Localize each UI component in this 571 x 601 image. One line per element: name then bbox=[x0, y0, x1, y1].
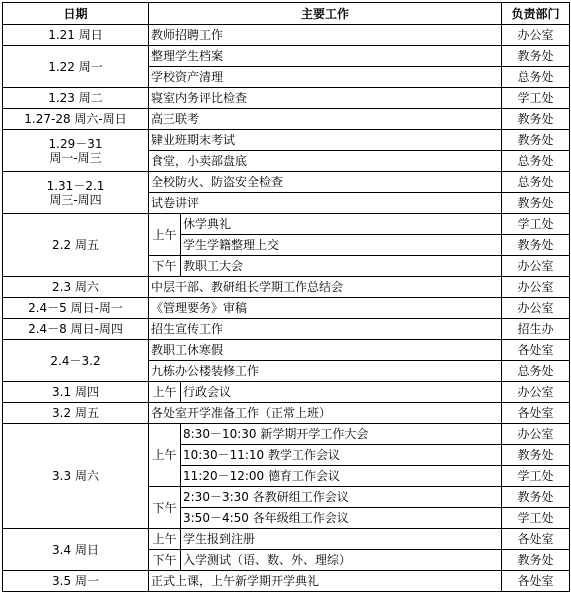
am-cell: 上午 bbox=[149, 424, 181, 487]
date-cell: 1.23 周二 bbox=[3, 88, 149, 109]
work-cell: 中层干部、教研组长学期工作总结会 bbox=[149, 277, 502, 298]
dept-cell: 教务处 bbox=[502, 109, 570, 130]
work-cell: 教师招聘工作 bbox=[149, 25, 502, 46]
work-cell: 休学典礼 bbox=[181, 214, 502, 235]
dept-cell: 学工处 bbox=[502, 508, 570, 529]
work-cell: 招生宣传工作 bbox=[149, 319, 502, 340]
table-row bbox=[3, 298, 570, 319]
table-row bbox=[3, 172, 570, 193]
dept-cell: 办公室 bbox=[502, 25, 570, 46]
work-cell: 各处室开学准备工作（正常上班） bbox=[149, 403, 502, 424]
work-cell: 10:30－11:10 教学工作会议 bbox=[181, 445, 502, 466]
date-cell: 2.4－8 周日-周四 bbox=[3, 319, 149, 340]
dept-cell: 教务处 bbox=[502, 487, 570, 508]
work-cell: 高三联考 bbox=[149, 109, 502, 130]
pm-cell: 下午 bbox=[149, 550, 181, 571]
work-cell: 肄业班期末考试 bbox=[149, 130, 502, 151]
table-row bbox=[3, 88, 570, 109]
dept-cell: 教务处 bbox=[502, 445, 570, 466]
work-cell: 学校资产清理 bbox=[149, 67, 502, 88]
work-cell: 11:20－12:00 德育工作会议 bbox=[181, 466, 502, 487]
dept-cell: 教务处 bbox=[502, 130, 570, 151]
work-cell: 《管理要务》审稿 bbox=[149, 298, 502, 319]
header-work: 主要工作 bbox=[149, 3, 502, 25]
date-cell: 2.4－3.2 bbox=[3, 340, 149, 382]
dept-cell: 学工处 bbox=[502, 88, 570, 109]
dept-cell: 办公室 bbox=[502, 382, 570, 403]
table-row bbox=[3, 382, 570, 403]
am-cell: 上午 bbox=[149, 382, 181, 403]
work-cell: 正式上课，上午新学期开学典礼 bbox=[149, 571, 502, 592]
date-cell bbox=[3, 130, 149, 172]
date-cell: 1.21 周日 bbox=[3, 25, 149, 46]
header-row bbox=[3, 3, 570, 25]
dept-cell: 总务处 bbox=[502, 172, 570, 193]
date-cell: 2.4－5 周日-周一 bbox=[3, 298, 149, 319]
dept-cell: 学工处 bbox=[502, 214, 570, 235]
table-row bbox=[3, 109, 570, 130]
header-date: 日期 bbox=[3, 3, 149, 25]
work-cell: 寝室内务评比检查 bbox=[149, 88, 502, 109]
work-cell: 九栋办公楼装修工作 bbox=[149, 361, 502, 382]
dept-cell: 各处室 bbox=[502, 340, 570, 361]
dept-cell: 学工处 bbox=[502, 466, 570, 487]
work-cell: 入学测试（语、数、外、理综） bbox=[181, 550, 502, 571]
schedule-table bbox=[2, 2, 570, 592]
table-row bbox=[3, 130, 570, 151]
table-row bbox=[3, 46, 570, 67]
table-row bbox=[3, 529, 570, 550]
work-cell: 学生报到注册 bbox=[181, 529, 502, 550]
date-cell: 3.3 周六 bbox=[3, 424, 149, 529]
dept-cell: 教务处 bbox=[502, 550, 570, 571]
date-line-1: 1.29－31 bbox=[48, 136, 103, 151]
dept-cell: 教务处 bbox=[502, 235, 570, 256]
table-row bbox=[3, 319, 570, 340]
header-dept: 负责部门 bbox=[502, 3, 570, 25]
work-cell: 3:50－4:50 各年级组工作会议 bbox=[181, 508, 502, 529]
work-cell: 食堂，小卖部盘底 bbox=[149, 151, 502, 172]
work-cell: 8:30－10:30 新学期开学工作大会 bbox=[181, 424, 502, 445]
table-row bbox=[3, 340, 570, 361]
pm-cell: 下午 bbox=[149, 487, 181, 529]
dept-cell: 总务处 bbox=[502, 361, 570, 382]
table-row bbox=[3, 25, 570, 46]
table-row bbox=[3, 571, 570, 592]
work-cell: 行政会议 bbox=[181, 382, 502, 403]
date-cell: 3.2 周五 bbox=[3, 403, 149, 424]
date-line-1: 1.31－2.1 bbox=[46, 178, 105, 193]
table-row bbox=[3, 277, 570, 298]
pm-cell: 下午 bbox=[149, 256, 181, 277]
work-cell: 学生学籍整理上交 bbox=[181, 235, 502, 256]
date-cell: 3.5 周一 bbox=[3, 571, 149, 592]
dept-cell: 办公室 bbox=[502, 424, 570, 445]
table-row bbox=[3, 214, 570, 235]
dept-cell: 教务处 bbox=[502, 193, 570, 214]
table-row bbox=[3, 403, 570, 424]
date-line-2: 周一-周三 bbox=[49, 150, 102, 165]
work-cell: 整理学生档案 bbox=[149, 46, 502, 67]
date-cell: 1.27-28 周六-周日 bbox=[3, 109, 149, 130]
date-line-2: 周三-周四 bbox=[49, 192, 102, 207]
date-cell: 2.2 周五 bbox=[3, 214, 149, 277]
dept-cell: 总务处 bbox=[502, 151, 570, 172]
am-cell: 上午 bbox=[149, 214, 181, 256]
dept-cell: 办公室 bbox=[502, 277, 570, 298]
dept-cell: 各处室 bbox=[502, 571, 570, 592]
date-cell: 1.22 周一 bbox=[3, 46, 149, 88]
date-cell: 2.3 周六 bbox=[3, 277, 149, 298]
dept-cell: 总务处 bbox=[502, 67, 570, 88]
dept-cell: 各处室 bbox=[502, 403, 570, 424]
work-cell: 2:30－3:30 各教研组工作会议 bbox=[181, 487, 502, 508]
dept-cell: 办公室 bbox=[502, 298, 570, 319]
table-row bbox=[3, 424, 570, 445]
work-cell: 全校防火、防盗安全检查 bbox=[149, 172, 502, 193]
work-cell: 教职工大会 bbox=[181, 256, 502, 277]
date-cell bbox=[3, 172, 149, 214]
work-cell: 试卷讲评 bbox=[149, 193, 502, 214]
am-cell: 上午 bbox=[149, 529, 181, 550]
dept-cell: 各处室 bbox=[502, 529, 570, 550]
work-cell: 教职工休寒假 bbox=[149, 340, 502, 361]
dept-cell: 教务处 bbox=[502, 46, 570, 67]
dept-cell: 招生办 bbox=[502, 319, 570, 340]
dept-cell: 办公室 bbox=[502, 256, 570, 277]
date-cell: 3.4 周日 bbox=[3, 529, 149, 571]
date-cell: 3.1 周四 bbox=[3, 382, 149, 403]
